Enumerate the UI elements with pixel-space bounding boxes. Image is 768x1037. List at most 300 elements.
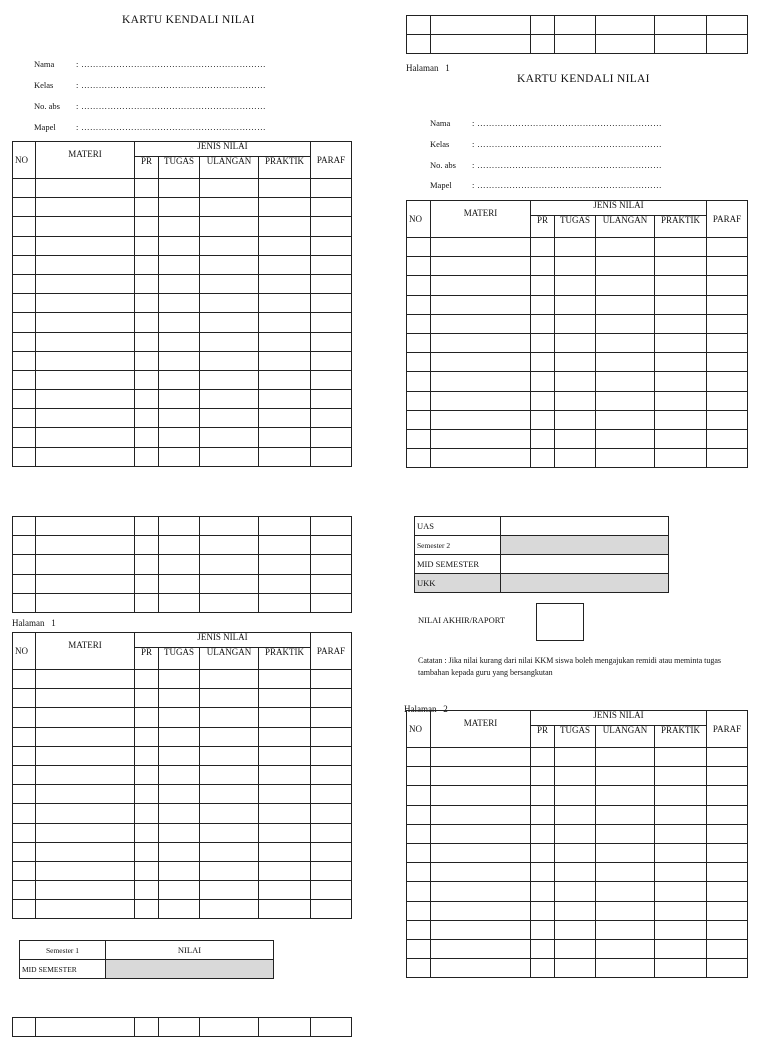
table-cell[interactable] (407, 238, 431, 257)
table-cell[interactable] (531, 939, 555, 958)
table-cell[interactable] (159, 390, 200, 409)
table-cell[interactable] (13, 236, 36, 255)
table-cell[interactable] (407, 920, 431, 939)
table-cell[interactable] (36, 765, 135, 784)
table-cell[interactable] (431, 767, 531, 786)
table-cell[interactable] (311, 670, 352, 689)
table-cell[interactable] (159, 746, 200, 765)
table-cell[interactable] (200, 179, 259, 198)
table-cell[interactable] (159, 574, 200, 593)
table-cell[interactable] (707, 429, 748, 448)
table-cell[interactable] (431, 35, 531, 54)
table-cell[interactable] (259, 447, 311, 466)
table-cell[interactable] (311, 708, 352, 727)
table-cell[interactable] (555, 429, 596, 448)
table-cell[interactable] (13, 785, 36, 804)
table-cell[interactable] (135, 179, 159, 198)
table-cell[interactable] (407, 429, 431, 448)
table-cell[interactable] (531, 843, 555, 862)
table-cell[interactable] (531, 295, 555, 314)
table-cell[interactable] (596, 35, 655, 54)
table-cell[interactable] (36, 217, 135, 236)
table-cell[interactable] (431, 238, 531, 257)
table-cell[interactable] (407, 824, 431, 843)
table-cell[interactable] (200, 390, 259, 409)
table-cell[interactable] (135, 689, 159, 708)
table-cell[interactable] (555, 353, 596, 372)
table-cell[interactable] (596, 939, 655, 958)
table-cell[interactable] (311, 593, 352, 612)
table-cell[interactable] (555, 882, 596, 901)
table-cell[interactable] (135, 861, 159, 880)
table-cell[interactable] (555, 939, 596, 958)
table-cell[interactable] (200, 351, 259, 370)
table-cell[interactable] (431, 805, 531, 824)
table-cell[interactable] (200, 881, 259, 900)
table-cell[interactable] (36, 332, 135, 351)
table-cell[interactable] (159, 900, 200, 919)
table-cell[interactable] (200, 555, 259, 574)
table-cell[interactable] (311, 428, 352, 447)
table-cell[interactable] (200, 236, 259, 255)
table-cell[interactable] (13, 842, 36, 861)
table-cell[interactable] (707, 314, 748, 333)
table-cell[interactable] (36, 370, 135, 389)
table-cell[interactable] (431, 257, 531, 276)
table-cell[interactable] (555, 449, 596, 468)
table-cell[interactable] (555, 257, 596, 276)
table-cell[interactable] (13, 1018, 36, 1037)
table-cell[interactable] (655, 449, 707, 468)
table-cell[interactable] (707, 748, 748, 767)
table-cell[interactable] (13, 274, 36, 293)
table-cell[interactable] (707, 959, 748, 978)
table-cell[interactable] (200, 574, 259, 593)
table-cell[interactable] (135, 593, 159, 612)
table-cell[interactable] (596, 901, 655, 920)
table-cell[interactable] (596, 748, 655, 767)
table-cell[interactable] (159, 765, 200, 784)
ukk-value[interactable] (501, 574, 669, 593)
table-cell[interactable] (407, 410, 431, 429)
table-cell[interactable] (655, 920, 707, 939)
table-cell[interactable] (259, 428, 311, 447)
table-cell[interactable] (596, 276, 655, 295)
table-cell[interactable] (159, 593, 200, 612)
table-cell[interactable] (407, 882, 431, 901)
table-cell[interactable] (531, 410, 555, 429)
table-cell[interactable] (259, 294, 311, 313)
table-cell[interactable] (655, 901, 707, 920)
table-cell[interactable] (159, 255, 200, 274)
table-cell[interactable] (531, 257, 555, 276)
table-cell[interactable] (200, 370, 259, 389)
table-cell[interactable] (311, 179, 352, 198)
table-cell[interactable] (36, 536, 135, 555)
table-cell[interactable] (655, 314, 707, 333)
table-cell[interactable] (596, 257, 655, 276)
table-cell[interactable] (200, 447, 259, 466)
table-cell[interactable] (431, 410, 531, 429)
table-cell[interactable] (135, 536, 159, 555)
table-cell[interactable] (13, 881, 36, 900)
table-cell[interactable] (407, 276, 431, 295)
table-cell[interactable] (707, 353, 748, 372)
table-cell[interactable] (555, 391, 596, 410)
table-cell[interactable] (431, 429, 531, 448)
table-cell[interactable] (36, 1018, 135, 1037)
table-cell[interactable] (431, 391, 531, 410)
table-cell[interactable] (431, 449, 531, 468)
table-cell[interactable] (13, 351, 36, 370)
table-cell[interactable] (311, 332, 352, 351)
table-cell[interactable] (311, 198, 352, 217)
table-cell[interactable] (135, 313, 159, 332)
semester2-value[interactable] (501, 536, 669, 555)
table-cell[interactable] (655, 257, 707, 276)
table-cell[interactable] (707, 863, 748, 882)
table-cell[interactable] (655, 295, 707, 314)
table-cell[interactable] (36, 881, 135, 900)
table-cell[interactable] (159, 708, 200, 727)
table-cell[interactable] (311, 1018, 352, 1037)
table-cell[interactable] (555, 843, 596, 862)
table-cell[interactable] (407, 748, 431, 767)
table-cell[interactable] (407, 314, 431, 333)
table-cell[interactable] (13, 574, 36, 593)
table-cell[interactable] (311, 351, 352, 370)
table-cell[interactable] (259, 517, 311, 536)
table-cell[interactable] (531, 959, 555, 978)
final-grade-box[interactable] (536, 603, 584, 641)
table-cell[interactable] (259, 179, 311, 198)
table-cell[interactable] (200, 861, 259, 880)
table-cell[interactable] (159, 409, 200, 428)
table-cell[interactable] (407, 16, 431, 35)
table-cell[interactable] (555, 748, 596, 767)
table-cell[interactable] (596, 314, 655, 333)
table-cell[interactable] (311, 861, 352, 880)
table-cell[interactable] (200, 670, 259, 689)
table-cell[interactable] (596, 824, 655, 843)
table-cell[interactable] (531, 805, 555, 824)
table-cell[interactable] (431, 333, 531, 352)
table-cell[interactable] (596, 410, 655, 429)
table-cell[interactable] (555, 333, 596, 352)
table-cell[interactable] (707, 257, 748, 276)
table-cell[interactable] (407, 372, 431, 391)
table-cell[interactable] (655, 843, 707, 862)
table-cell[interactable] (36, 390, 135, 409)
table-cell[interactable] (259, 708, 311, 727)
table-cell[interactable] (531, 901, 555, 920)
table-cell[interactable] (555, 786, 596, 805)
table-cell[interactable] (596, 449, 655, 468)
table-cell[interactable] (259, 217, 311, 236)
table-cell[interactable] (159, 517, 200, 536)
table-cell[interactable] (159, 447, 200, 466)
table-cell[interactable] (36, 351, 135, 370)
table-cell[interactable] (655, 333, 707, 352)
table-cell[interactable] (36, 294, 135, 313)
table-cell[interactable] (531, 449, 555, 468)
table-cell[interactable] (259, 823, 311, 842)
table-cell[interactable] (311, 727, 352, 746)
table-cell[interactable] (707, 391, 748, 410)
table-cell[interactable] (159, 217, 200, 236)
table-cell[interactable] (596, 333, 655, 352)
table-cell[interactable] (200, 765, 259, 784)
table-cell[interactable] (259, 198, 311, 217)
table-cell[interactable] (259, 689, 311, 708)
table-cell[interactable] (707, 767, 748, 786)
table-cell[interactable] (159, 727, 200, 746)
table-cell[interactable] (259, 536, 311, 555)
table-cell[interactable] (311, 536, 352, 555)
table-cell[interactable] (655, 35, 707, 54)
table-cell[interactable] (596, 238, 655, 257)
table-cell[interactable] (13, 198, 36, 217)
table-cell[interactable] (596, 295, 655, 314)
table-cell[interactable] (555, 295, 596, 314)
table-cell[interactable] (13, 370, 36, 389)
table-cell[interactable] (655, 391, 707, 410)
table-cell[interactable] (36, 823, 135, 842)
table-cell[interactable] (311, 900, 352, 919)
table-cell[interactable] (707, 333, 748, 352)
table-cell[interactable] (259, 900, 311, 919)
table-cell[interactable] (36, 409, 135, 428)
table-cell[interactable] (531, 276, 555, 295)
table-cell[interactable] (135, 236, 159, 255)
table-cell[interactable] (596, 16, 655, 35)
table-cell[interactable] (200, 727, 259, 746)
table-cell[interactable] (36, 861, 135, 880)
table-cell[interactable] (655, 429, 707, 448)
table-cell[interactable] (135, 823, 159, 842)
table-cell[interactable] (159, 536, 200, 555)
table-cell[interactable] (311, 255, 352, 274)
table-cell[interactable] (655, 939, 707, 958)
table-cell[interactable] (200, 332, 259, 351)
table-cell[interactable] (531, 920, 555, 939)
table-cell[interactable] (655, 410, 707, 429)
table-cell[interactable] (13, 217, 36, 236)
table-cell[interactable] (431, 843, 531, 862)
table-cell[interactable] (707, 295, 748, 314)
table-cell[interactable] (259, 1018, 311, 1037)
table-cell[interactable] (655, 805, 707, 824)
table-cell[interactable] (135, 390, 159, 409)
table-cell[interactable] (13, 332, 36, 351)
table-cell[interactable] (200, 409, 259, 428)
table-cell[interactable] (531, 786, 555, 805)
table-cell[interactable] (36, 670, 135, 689)
table-cell[interactable] (159, 804, 200, 823)
table-cell[interactable] (135, 765, 159, 784)
table-cell[interactable] (259, 765, 311, 784)
table-cell[interactable] (13, 447, 36, 466)
table-cell[interactable] (311, 217, 352, 236)
table-cell[interactable] (555, 767, 596, 786)
table-cell[interactable] (596, 882, 655, 901)
mid-semester2-value[interactable] (501, 555, 669, 574)
table-cell[interactable] (707, 805, 748, 824)
table-cell[interactable] (159, 823, 200, 842)
table-cell[interactable] (200, 746, 259, 765)
table-cell[interactable] (707, 939, 748, 958)
table-cell[interactable] (200, 785, 259, 804)
table-cell[interactable] (13, 409, 36, 428)
table-cell[interactable] (200, 294, 259, 313)
table-cell[interactable] (596, 805, 655, 824)
table-cell[interactable] (135, 842, 159, 861)
table-cell[interactable] (707, 35, 748, 54)
table-cell[interactable] (431, 863, 531, 882)
table-cell[interactable] (13, 428, 36, 447)
table-cell[interactable] (596, 767, 655, 786)
table-cell[interactable] (259, 390, 311, 409)
table-cell[interactable] (707, 238, 748, 257)
table-cell[interactable] (655, 16, 707, 35)
uas-value[interactable] (501, 517, 669, 536)
table-cell[interactable] (13, 390, 36, 409)
table-cell[interactable] (259, 670, 311, 689)
table-cell[interactable] (431, 276, 531, 295)
table-cell[interactable] (407, 959, 431, 978)
table-cell[interactable] (431, 882, 531, 901)
table-cell[interactable] (200, 274, 259, 293)
table-cell[interactable] (159, 236, 200, 255)
table-cell[interactable] (531, 882, 555, 901)
table-cell[interactable] (135, 785, 159, 804)
table-cell[interactable] (135, 428, 159, 447)
table-cell[interactable] (555, 959, 596, 978)
table-cell[interactable] (200, 517, 259, 536)
table-cell[interactable] (135, 881, 159, 900)
table-cell[interactable] (555, 238, 596, 257)
table-cell[interactable] (311, 574, 352, 593)
mid-semester-value[interactable] (106, 960, 274, 979)
table-cell[interactable] (311, 689, 352, 708)
table-cell[interactable] (159, 861, 200, 880)
table-cell[interactable] (159, 1018, 200, 1037)
table-cell[interactable] (13, 179, 36, 198)
table-cell[interactable] (259, 409, 311, 428)
table-cell[interactable] (135, 370, 159, 389)
table-cell[interactable] (596, 429, 655, 448)
table-cell[interactable] (135, 217, 159, 236)
table-cell[interactable] (259, 861, 311, 880)
table-cell[interactable] (13, 255, 36, 274)
table-cell[interactable] (407, 767, 431, 786)
table-cell[interactable] (13, 536, 36, 555)
table-cell[interactable] (596, 863, 655, 882)
table-cell[interactable] (13, 861, 36, 880)
table-cell[interactable] (36, 785, 135, 804)
table-cell[interactable] (36, 179, 135, 198)
table-cell[interactable] (407, 391, 431, 410)
table-cell[interactable] (200, 842, 259, 861)
table-cell[interactable] (655, 959, 707, 978)
table-cell[interactable] (159, 351, 200, 370)
table-cell[interactable] (135, 574, 159, 593)
table-cell[interactable] (259, 255, 311, 274)
table-cell[interactable] (531, 35, 555, 54)
table-cell[interactable] (200, 198, 259, 217)
table-cell[interactable] (311, 274, 352, 293)
table-cell[interactable] (311, 823, 352, 842)
table-cell[interactable] (407, 353, 431, 372)
table-cell[interactable] (135, 274, 159, 293)
table-cell[interactable] (259, 881, 311, 900)
table-cell[interactable] (707, 843, 748, 862)
table-cell[interactable] (655, 748, 707, 767)
table-cell[interactable] (655, 276, 707, 295)
table-cell[interactable] (431, 16, 531, 35)
table-cell[interactable] (200, 804, 259, 823)
table-cell[interactable] (655, 767, 707, 786)
table-cell[interactable] (431, 824, 531, 843)
table-cell[interactable] (36, 804, 135, 823)
table-cell[interactable] (259, 593, 311, 612)
table-cell[interactable] (259, 332, 311, 351)
table-cell[interactable] (407, 333, 431, 352)
table-cell[interactable] (596, 843, 655, 862)
table-cell[interactable] (311, 746, 352, 765)
table-cell[interactable] (159, 689, 200, 708)
table-cell[interactable] (259, 842, 311, 861)
table-cell[interactable] (531, 748, 555, 767)
table-cell[interactable] (13, 727, 36, 746)
table-cell[interactable] (431, 748, 531, 767)
table-cell[interactable] (707, 16, 748, 35)
table-cell[interactable] (13, 746, 36, 765)
table-cell[interactable] (135, 900, 159, 919)
table-cell[interactable] (311, 236, 352, 255)
table-cell[interactable] (13, 593, 36, 612)
table-cell[interactable] (36, 746, 135, 765)
table-cell[interactable] (13, 670, 36, 689)
table-cell[interactable] (36, 727, 135, 746)
table-cell[interactable] (311, 447, 352, 466)
table-cell[interactable] (707, 372, 748, 391)
table-cell[interactable] (200, 1018, 259, 1037)
table-cell[interactable] (311, 409, 352, 428)
table-cell[interactable] (135, 447, 159, 466)
table-cell[interactable] (407, 786, 431, 805)
table-cell[interactable] (36, 198, 135, 217)
table-cell[interactable] (531, 314, 555, 333)
table-cell[interactable] (159, 179, 200, 198)
table-cell[interactable] (707, 410, 748, 429)
table-cell[interactable] (655, 863, 707, 882)
table-cell[interactable] (596, 353, 655, 372)
table-cell[interactable] (13, 517, 36, 536)
table-cell[interactable] (36, 689, 135, 708)
table-cell[interactable] (159, 428, 200, 447)
table-cell[interactable] (159, 881, 200, 900)
table-cell[interactable] (135, 351, 159, 370)
table-cell[interactable] (655, 824, 707, 843)
table-cell[interactable] (159, 555, 200, 574)
table-cell[interactable] (36, 842, 135, 861)
table-cell[interactable] (407, 257, 431, 276)
table-cell[interactable] (707, 901, 748, 920)
table-cell[interactable] (555, 314, 596, 333)
table-cell[interactable] (200, 708, 259, 727)
table-cell[interactable] (135, 670, 159, 689)
